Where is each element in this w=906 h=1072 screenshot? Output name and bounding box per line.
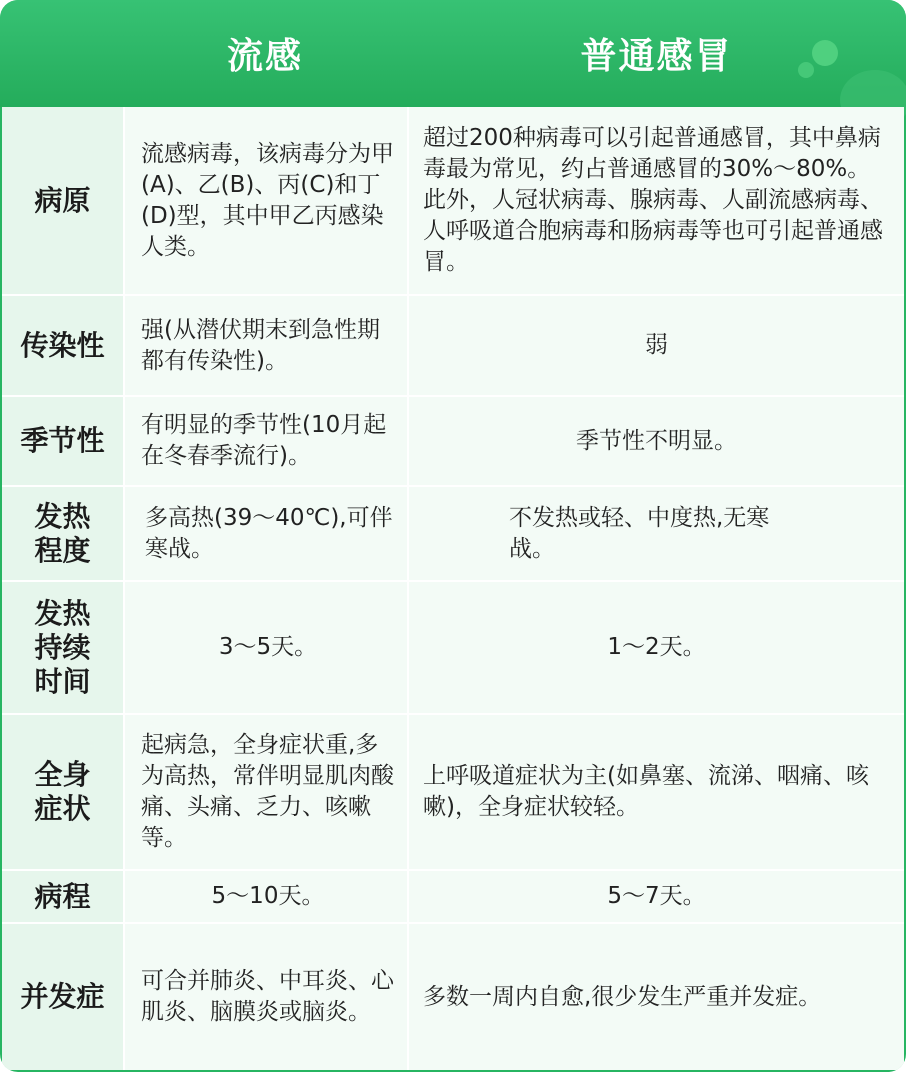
table-row — [2, 871, 904, 922]
table-row — [2, 296, 904, 395]
flu-cell: 可合并肺炎、中耳炎、心肌炎、脑膜炎或脑炎。 — [125, 924, 407, 1070]
row-label: 病程 — [2, 871, 123, 922]
cold-cell: 多数一周内自愈,很少发生严重并发症。 — [409, 924, 904, 1070]
cold-cell: 季节性不明显。 — [409, 397, 904, 485]
flu-cell: 多高热(39～40℃),可伴寒战。 — [125, 487, 407, 580]
row-label: 季节性 — [2, 397, 123, 485]
table-header — [0, 0, 906, 107]
table-row — [2, 397, 904, 485]
header-flu: 流感 — [226, 36, 303, 77]
header-common-cold: 普通感冒 — [580, 36, 733, 77]
table-row — [2, 582, 904, 713]
cold-cell: 不发热或轻、中度热,无寒战。 — [409, 487, 904, 580]
cold-cell: 弱 — [409, 296, 904, 395]
row-label: 全身症状 — [2, 715, 123, 869]
flu-cell: 有明显的季节性(10月起在冬春季流行)。 — [125, 397, 407, 485]
flu-cell: 流感病毒，该病毒分为甲(A)、乙(B)、丙(C)和丁(D)型，其中甲乙丙感染人类。 — [125, 107, 407, 294]
flu-cell: 起病急，全身症状重,多为高热，常伴明显肌肉酸痛、头痛、乏力、咳嗽等。 — [125, 715, 407, 869]
cold-cell: 5～7天。 — [409, 871, 904, 922]
flu-cell: 5～10天。 — [125, 871, 407, 922]
row-label: 发热持续时间 — [2, 582, 123, 713]
row-label: 发热程度 — [2, 487, 123, 580]
cold-cell: 超过200种病毒可以引起普通感冒，其中鼻病毒最为常见，约占普通感冒的30%～80%。此外，人冠状病毒、腺病毒、人副流感病毒、人呼吸道合胞病毒和肠病毒等也可引起普通感冒。 — [409, 107, 904, 294]
row-label: 并发症 — [2, 924, 123, 1070]
cold-cell: 1～2天。 — [409, 582, 904, 713]
table-row — [2, 487, 904, 580]
row-label: 病原 — [2, 107, 123, 294]
flu-cell: 3～5天。 — [125, 582, 407, 713]
table-row — [2, 715, 904, 869]
comparison-table — [2, 107, 904, 1070]
table-row — [2, 107, 904, 294]
row-label: 传染性 — [2, 296, 123, 395]
cold-cell: 上呼吸道症状为主(如鼻塞、流涕、咽痛、咳嗽)，全身症状较轻。 — [409, 715, 904, 869]
table-row — [2, 924, 904, 1070]
flu-cell: 强(从潜伏期末到急性期都有传染性)。 — [125, 296, 407, 395]
